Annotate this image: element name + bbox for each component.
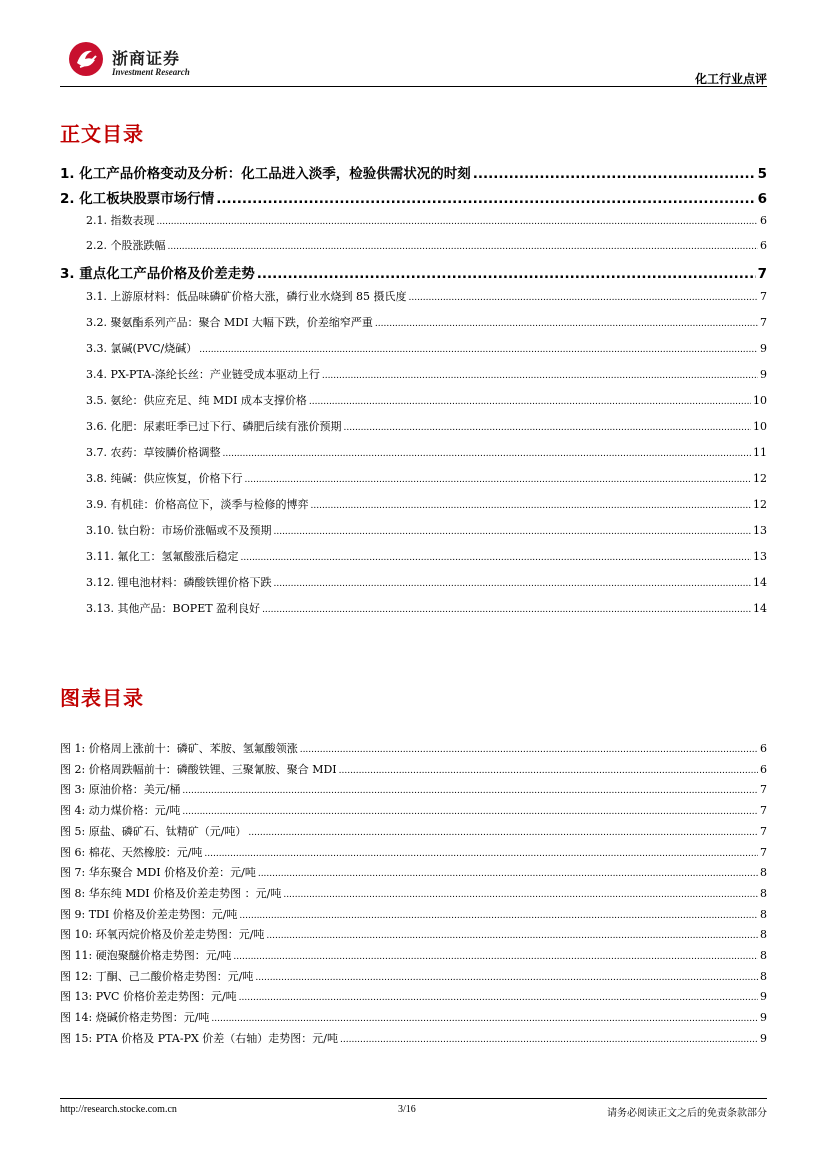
figure-entry-text: 图 13: PVC 价格价差走势图：元/吨 bbox=[60, 990, 237, 1004]
dot-leader bbox=[245, 472, 752, 485]
toc-entry-page: 14 bbox=[753, 576, 767, 589]
figure-entry-page: 7 bbox=[760, 783, 767, 797]
toc-entry-text: 3.11. 氟化工：氢氟酸涨后稳定 bbox=[86, 550, 239, 563]
footer-divider bbox=[60, 1098, 767, 1099]
dot-leader bbox=[309, 394, 751, 407]
dot-leader bbox=[204, 846, 758, 859]
toc-entry-page: 6 bbox=[757, 191, 767, 207]
toc-entry[interactable] bbox=[60, 288, 767, 304]
figure-entry-text: 图 3: 原油价格：美元/桶 bbox=[60, 783, 181, 797]
figure-entry-text: 图 14: 烧碱价格走势图：元/吨 bbox=[60, 1011, 210, 1025]
figure-entry-text: 图 7: 华东聚合 MDI 价格及价差：元/吨 bbox=[60, 866, 256, 880]
dot-leader bbox=[157, 214, 759, 227]
figure-entry[interactable] bbox=[60, 844, 767, 860]
figure-entry[interactable] bbox=[60, 761, 767, 777]
dot-leader bbox=[257, 266, 756, 282]
figure-entry[interactable] bbox=[60, 926, 767, 942]
dot-leader bbox=[311, 498, 752, 511]
toc-entry-page: 10 bbox=[753, 394, 767, 407]
toc-entry-page: 9 bbox=[760, 342, 767, 355]
company-logo-icon bbox=[68, 41, 104, 77]
dot-leader bbox=[199, 342, 758, 355]
toc-entry[interactable] bbox=[60, 548, 767, 564]
dot-leader bbox=[241, 550, 752, 563]
dot-leader bbox=[339, 763, 758, 776]
toc-entry-page: 7 bbox=[757, 266, 767, 282]
toc-entry[interactable] bbox=[60, 470, 767, 486]
figure-entry-page: 8 bbox=[760, 907, 767, 921]
toc-entry[interactable] bbox=[60, 496, 767, 512]
dot-leader bbox=[211, 1011, 758, 1024]
toc-entry[interactable] bbox=[60, 187, 767, 207]
figure-entry-text: 图 1: 价格周上涨前十：磷矿、苯胺、氢氟酸领涨 bbox=[60, 742, 298, 755]
toc-entry-text: 3.9. 有机硅：价格高位下，淡季与检修的博弈 bbox=[86, 498, 309, 511]
toc-entry[interactable] bbox=[60, 600, 767, 616]
figure-entry[interactable] bbox=[60, 740, 767, 756]
figure-entry[interactable] bbox=[60, 823, 767, 839]
toc-entry[interactable] bbox=[60, 162, 767, 182]
figure-entry-page: 7 bbox=[760, 845, 767, 859]
figure-entry[interactable] bbox=[60, 885, 767, 901]
toc-entry-text: 1. 化工产品价格变动及分析：化工品进入淡季，检验供需状况的时刻 bbox=[60, 166, 471, 182]
dot-leader bbox=[283, 887, 758, 900]
figure-entry-page: 9 bbox=[760, 1011, 767, 1025]
toc-entry[interactable] bbox=[60, 366, 767, 382]
figure-entry-page: 7 bbox=[760, 824, 767, 838]
toc-entry-text: 3.6. 化肥：尿素旺季已过下行、磷肥后续有涨价预期 bbox=[86, 420, 342, 433]
figure-entry[interactable] bbox=[60, 988, 767, 1004]
figure-entry[interactable] bbox=[60, 1009, 767, 1025]
figure-entry-text: 图 12: 丁酮、己二酸价格走势图：元/吨 bbox=[60, 969, 254, 983]
toc-entry-text: 3.13. 其他产品：BOPET 盈利良好 bbox=[86, 602, 261, 615]
dot-leader bbox=[182, 783, 758, 796]
figure-entry-text: 图 8: 华东纯 MDI 价格及价差走势图 ：元/吨 bbox=[60, 886, 282, 900]
toc-entry-text: 3.1. 上游原材料：低品味磷矿价格大涨，磷行业水烧到 85 摄氏度 bbox=[86, 290, 407, 303]
toc-entry-page: 14 bbox=[753, 602, 767, 615]
dot-leader bbox=[239, 990, 758, 1003]
dot-leader bbox=[258, 866, 758, 879]
dot-leader bbox=[340, 1032, 758, 1045]
dot-leader bbox=[223, 446, 752, 459]
figure-entry-text: 图 15: PTA 价格及 PTA-PX 价差（右轴）走势图：元/吨 bbox=[60, 1031, 339, 1045]
toc-entry-text: 3.3. 氯碱(PVC/烧碱） bbox=[86, 342, 198, 355]
figure-entry-page: 6 bbox=[760, 742, 767, 755]
figure-entry[interactable] bbox=[60, 864, 767, 880]
dot-leader bbox=[408, 290, 758, 303]
toc-entry-page: 10 bbox=[753, 420, 767, 433]
figure-entry-page: 8 bbox=[760, 886, 767, 900]
dot-leader bbox=[273, 524, 751, 537]
dot-leader bbox=[322, 368, 758, 381]
toc-entry-text: 3.2. 聚氨酯系列产品：聚合 MDI 大幅下跌，价差缩窄严重 bbox=[86, 316, 373, 329]
toc-entry-text: 3.8. 纯碱：供应恢复，价格下行 bbox=[86, 472, 243, 485]
toc-entry-text: 2.1. 指数表现 bbox=[86, 214, 155, 227]
dot-leader bbox=[168, 239, 759, 252]
figure-entry-text: 图 11: 硬泡聚醚价格走势图：元/吨 bbox=[60, 949, 232, 962]
figure-entry[interactable] bbox=[60, 1030, 767, 1046]
dot-leader bbox=[233, 949, 758, 962]
toc-entry[interactable] bbox=[60, 522, 767, 538]
dot-leader bbox=[182, 804, 758, 817]
toc-title: 正文目录 bbox=[60, 122, 144, 146]
toc-entry-text: 2. 化工板块股票市场行情 bbox=[60, 191, 215, 207]
figure-entry-text: 图 4: 动力煤价格：元/吨 bbox=[60, 804, 181, 818]
dot-leader bbox=[473, 166, 756, 182]
toc-entry-page: 13 bbox=[753, 550, 767, 563]
toc-entry-page: 11 bbox=[753, 446, 767, 459]
toc-entry[interactable] bbox=[60, 340, 767, 356]
toc-entry-page: 12 bbox=[753, 498, 767, 511]
toc-entry[interactable] bbox=[60, 418, 767, 434]
dot-leader bbox=[300, 742, 758, 755]
toc-entry[interactable] bbox=[60, 392, 767, 408]
figure-entry-page: 8 bbox=[760, 949, 767, 962]
figure-entry[interactable] bbox=[60, 906, 767, 922]
figure-entry-text: 图 6: 棉花、天然橡胶：元/吨 bbox=[60, 845, 203, 859]
header-divider bbox=[60, 86, 767, 87]
company-name-en: Investment Research bbox=[112, 67, 190, 77]
figures-title: 图表目录 bbox=[60, 686, 144, 710]
toc-entry[interactable] bbox=[60, 574, 767, 590]
dot-leader bbox=[255, 970, 758, 983]
figure-entry[interactable] bbox=[60, 781, 767, 797]
toc-entry-page: 9 bbox=[760, 368, 767, 381]
dot-leader bbox=[248, 825, 758, 838]
dot-leader bbox=[216, 191, 755, 207]
figure-entry-text: 图 5: 原盐、磷矿石、钛精矿（元/吨） bbox=[60, 824, 247, 838]
document-type: 化工行业点评 bbox=[694, 72, 767, 86]
dot-leader bbox=[273, 576, 751, 589]
footer-url[interactable]: http://research.stocke.com.cn bbox=[60, 1104, 177, 1115]
toc-entry[interactable] bbox=[60, 444, 767, 460]
toc-entry-text: 3. 重点化工产品价格及价差走势 bbox=[60, 266, 255, 282]
toc-entry-text: 3.12. 锂电池材料：磷酸铁锂价格下跌 bbox=[86, 576, 272, 589]
toc-entry-page: 7 bbox=[760, 290, 767, 303]
figure-entry-page: 8 bbox=[760, 866, 767, 880]
toc-entry[interactable] bbox=[60, 237, 767, 253]
figure-entry-text: 图 10: 环氧丙烷价格及价差走势图：元/吨 bbox=[60, 928, 265, 942]
dot-leader bbox=[239, 908, 758, 921]
company-name-cn: 浙商证券 bbox=[112, 49, 181, 68]
toc-entry[interactable] bbox=[60, 314, 767, 330]
toc-entry-page: 5 bbox=[757, 166, 767, 182]
figure-entry-page: 8 bbox=[760, 969, 767, 983]
toc-entry-text: 3.7. 农药：草铵膦价格调整 bbox=[86, 446, 221, 459]
dot-leader bbox=[375, 316, 758, 329]
toc-entry-page: 6 bbox=[760, 214, 767, 227]
toc-entry-text: 3.4. PX-PTA-涤纶长丝：产业链受成本驱动上行 bbox=[86, 368, 320, 381]
figure-entry-text: 图 9: TDI 价格及价差走势图：元/吨 bbox=[60, 907, 238, 921]
toc-entry-page: 13 bbox=[753, 524, 767, 537]
figure-entry-text: 图 2: 价格周跌幅前十：磷酸铁锂、三聚氰胺、聚合 MDI bbox=[60, 762, 337, 776]
figure-entry-page: 6 bbox=[760, 762, 767, 776]
dot-leader bbox=[262, 602, 751, 615]
toc-entry[interactable] bbox=[60, 212, 767, 228]
figure-entry-page: 9 bbox=[760, 990, 767, 1004]
footer-disclaimer: 请务必阅读正文之后的免责条款部分 bbox=[607, 1108, 767, 1119]
figure-entry-page: 7 bbox=[760, 804, 767, 818]
page-header bbox=[60, 38, 767, 88]
toc-entry-page: 12 bbox=[753, 472, 767, 485]
page-number: 3/16 bbox=[398, 1104, 416, 1115]
figure-entry[interactable] bbox=[60, 802, 767, 818]
toc-entry-page: 7 bbox=[760, 316, 767, 329]
toc-entry-text: 3.5. 氨纶：供应充足、纯 MDI 成本支撑价格 bbox=[86, 394, 307, 407]
toc-entry-text: 2.2. 个股涨跌幅 bbox=[86, 239, 166, 252]
figure-entry-page: 8 bbox=[760, 928, 767, 942]
figure-entry[interactable] bbox=[60, 947, 767, 963]
toc-entry-text: 3.10. 钛白粉：市场价涨幅或不及预期 bbox=[86, 524, 272, 537]
toc-entry-page: 6 bbox=[760, 239, 767, 252]
figure-entry[interactable] bbox=[60, 968, 767, 984]
figure-entry-page: 9 bbox=[760, 1031, 767, 1045]
toc-entry[interactable] bbox=[60, 262, 767, 282]
dot-leader bbox=[344, 420, 752, 433]
dot-leader bbox=[266, 928, 758, 941]
